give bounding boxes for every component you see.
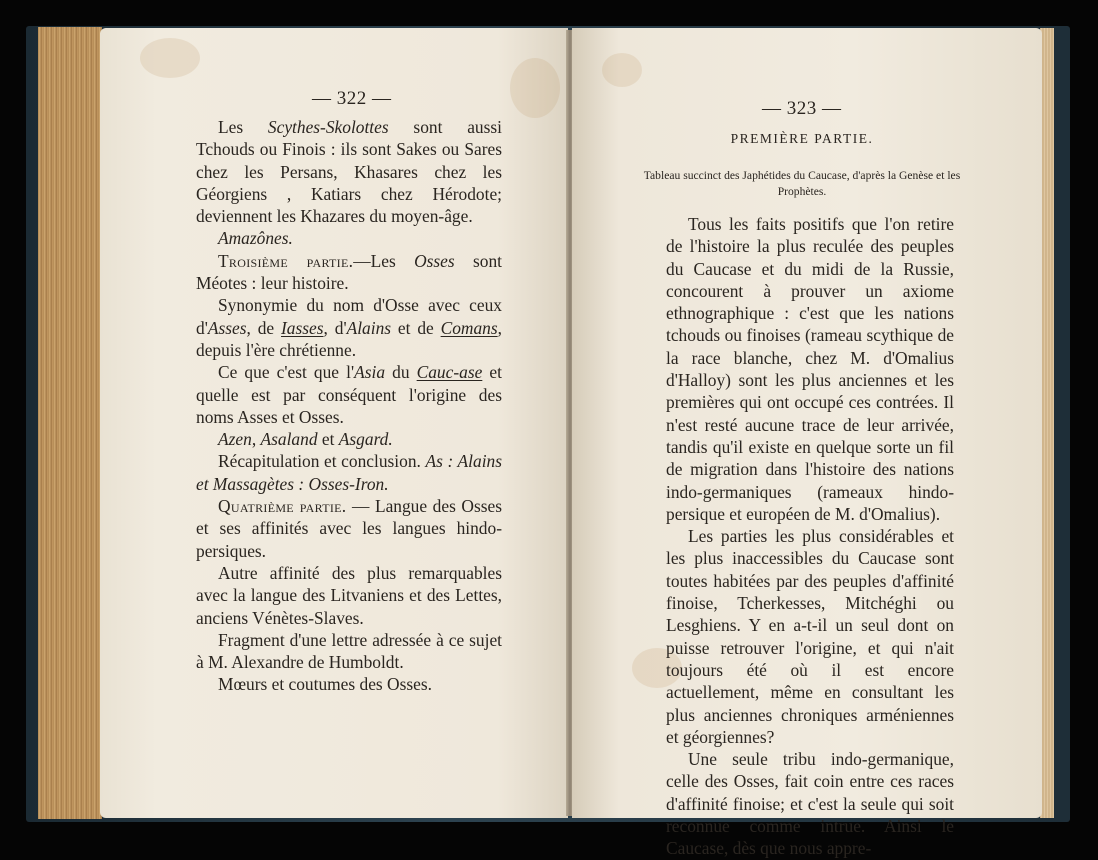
paper-stain: [140, 38, 200, 78]
paragraph: Fragment d'une lettre adressée à ce sujet à M. Alexandre de Humboldt.: [196, 629, 502, 673]
paper-stain: [602, 53, 642, 87]
section-subheading: Tableau succinct des Japhétides du Caucase, d'après la Genèse et les Prophètes.: [643, 169, 961, 198]
paragraph: Les Scythes-Skolottes sont aussi Tchouds ou Finois : ils sont Sakes ou Sares chez les Persans, Khasares chez les Géorgiens , Katiars chez Hérodote; deviennent les Khazares du moyen-âge.: [196, 117, 502, 227]
paragraph: Tous les faits positifs que l'on retire de l'histoire la plus reculée des peuples du Caucase et du midi de la Russie, concourent à prouver un axiome ethnographique : c'est que les nations tchouds ou finoises (rameau scythique de la race blanche, chez M. d'Omalius d'Halloy) sont les plus anciennes et les premières qui ont occupé ces contrées. Il n'est resté aucune trace de leur arrivée, tandis qu'il existe en quelque sorte un fil de migration dans l'histoire des nations indo-germaniques (rameaux hindo-persique et européen de M. d'Omalius).: [666, 214, 954, 524]
page-edges-left: [38, 27, 102, 819]
right-page: [572, 28, 1042, 859]
page-number-left: — 322 —: [312, 88, 392, 109]
paragraph: Autre affinité des plus remarquables avec la langue des Litvaniens et des Lettes, anciens Vénètes-Slaves.: [196, 562, 502, 628]
paragraph: Ce que c'est que l'Asia du Cauc-ase et quelle est par conséquent l'origine des noms Asses et Osses.: [196, 362, 502, 427]
left-page: [100, 28, 568, 818]
left-page-text: [196, 116, 502, 696]
paragraph: Les parties les plus considérables et les plus inaccessibles du Caucase sont toutes habitées par des peuples d'affinité finoise, Tcherkesses, Mitchéghi ou Lesghiens. Y en a-t-il un seul dont on puisse retrouver l'origine, et qui n'ait toujours été où il est encore actuellement, même en consultant les plus anciennes chroniques arméniennes et géorgiennes?: [666, 526, 954, 747]
page-edges-right: [1040, 28, 1054, 818]
paragraph: Troisième partie.—Les Osses sont Méotes : leur histoire.: [196, 250, 502, 294]
paragraph: Amazônes.: [218, 228, 293, 249]
paper-stain: [510, 58, 560, 118]
page-number-right: — 323 —: [762, 98, 842, 119]
paragraph: Mœurs et coutumes des Osses.: [218, 674, 432, 695]
paragraph: Quatrième partie. — Langue des Osses et ses affinités avec les langues hindo-persiques.: [196, 496, 502, 561]
paragraph: Azen, Asaland et Asgard.: [218, 429, 393, 450]
paragraph: Récapitulation et conclusion. As : Alains et Massagètes : Osses-Iron.: [196, 451, 503, 494]
paragraph: Synonymie du nom d'Osse avec ceux d'Asses, de Iasses, d'Alains et de Comans, depuis l'ère chrétienne.: [196, 295, 502, 360]
right-page-text: [666, 213, 954, 860]
paragraph: Une seule tribu indo-germanique, celle des Osses, fait coin entre ces races d'affinité finoise; et c'est la seule qui soit reconnue comme intrue. Ainsi le Caucase, dès que nous appre-: [666, 749, 954, 859]
section-heading: PREMIÈRE PARTIE.: [730, 131, 874, 146]
